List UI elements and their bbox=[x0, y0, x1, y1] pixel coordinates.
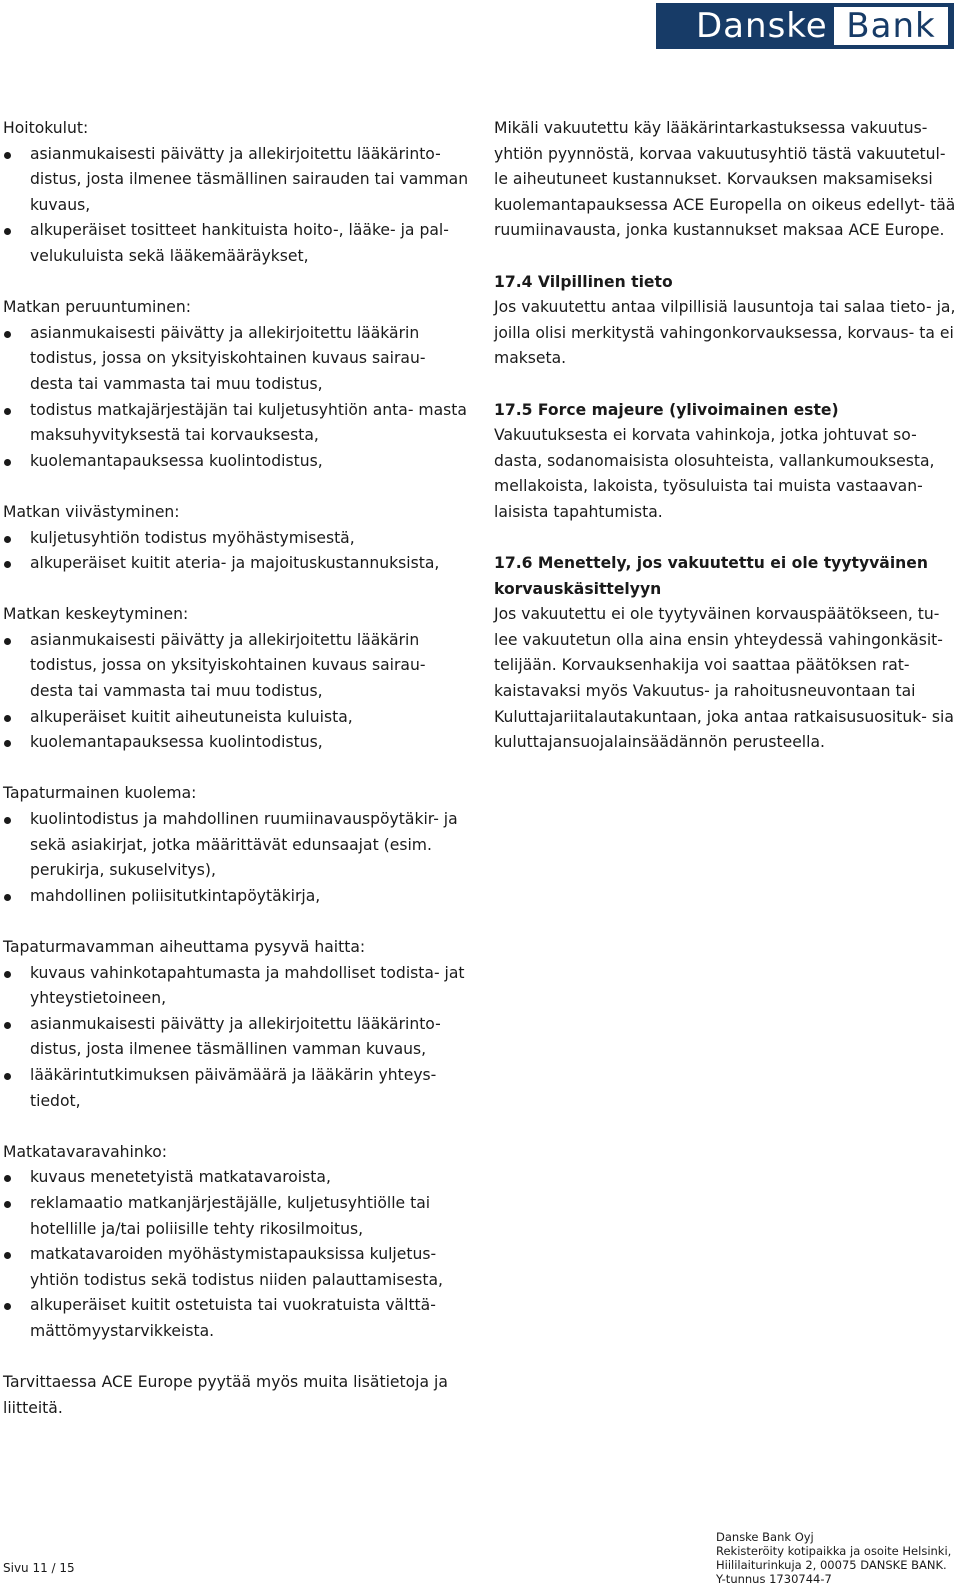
list-item: asianmukaisesti päivätty ja allekirjoitettu lääkärinto- distus, josta ilmenee täsmällinen sairauden tai vamman kuvaus, bbox=[3, 142, 473, 219]
list-item: kuolintodistus ja mahdollinen ruumiinavauspöytäkir- ja sekä asiakirjat, jotka määrittävät edunsaajat (esim. perukirja, sukuselvitys), bbox=[3, 807, 473, 884]
footer-line: Rekisteröity kotipaikka ja osoite Helsinki, bbox=[716, 1544, 952, 1558]
right-intro-paragraph: Mikäli vakuutettu käy lääkärintarkastuksessa vakuutus- yhtiön pyynnöstä, korvaa vakuutusyhtiö tästä vakuutetul- le aiheutuneet kustannukset. Korvauksen maksamiseksi kuolemantapauksessa ACE Europella on oikeus edellyt- tää ruumiinavausta, jonka kustannukset maksaa ACE Europe. bbox=[494, 119, 956, 240]
list-item: kuvaus menetetyistä matkatavaroista, bbox=[3, 1165, 473, 1191]
right-column bbox=[494, 116, 956, 781]
section-title: 17.6 Menettely, jos vakuutettu ei ole tyytyväinen korvauskäsittelyyn bbox=[494, 554, 928, 598]
list-item: asianmukaisesti päivätty ja allekirjoitettu lääkärin todistus, jossa on yksityiskohtainen kuvaus sairau- desta tai vammasta tai muu todistus, bbox=[3, 321, 473, 398]
list-item: alkuperäiset kuitit ostetuista tai vuokratuista välttä- mättömyystarvikkeista. bbox=[3, 1293, 473, 1344]
claim-section bbox=[3, 116, 473, 270]
document-list bbox=[3, 961, 473, 1115]
footer-line: Hiililaiturinkuja 2, 00075 DANSKE BANK. bbox=[716, 1558, 947, 1572]
list-item: mahdollinen poliisitutkintapöytäkirja, bbox=[3, 884, 473, 910]
left-column bbox=[3, 116, 473, 1421]
closing-paragraph: Tarvittaessa ACE Europe pyytää myös muita lisätietoja ja liitteitä. bbox=[3, 1373, 448, 1417]
list-item: todistus matkajärjestäjän tai kuljetusyhtiön anta- masta maksuhyvityksestä tai korvauksesta, bbox=[3, 398, 473, 449]
list-item: matkatavaroiden myöhästymistapauksissa kuljetus- yhtiön todistus sekä todistus niiden palauttamisesta, bbox=[3, 1242, 473, 1293]
logo-word-danske: Danske bbox=[696, 6, 828, 46]
document-list bbox=[3, 321, 473, 475]
list-item: lääkärintutkimuksen päivämäärä ja lääkärin yhteys- tiedot, bbox=[3, 1063, 473, 1114]
list-item: asianmukaisesti päivätty ja allekirjoitettu lääkärinto- distus, josta ilmenee täsmällinen vamman kuvaus, bbox=[3, 1012, 473, 1063]
page-number: Sivu 11 / 15 bbox=[3, 1561, 75, 1575]
section-heading: Matkan keskeytyminen: bbox=[3, 605, 189, 624]
document-list bbox=[3, 526, 473, 577]
list-item: alkuperäiset kuitit ateria- ja majoituskustannuksista, bbox=[3, 551, 473, 577]
section-body: Jos vakuutettu ei ole tyytyväinen korvauspäätökseen, tu- lee vakuutetun olla aina ensin yhteydessä vahingonkäsit- telijään. Korvauksenhakija voi saattaa päätöksen rat- kaistavaksi myös Vakuutus- ja rahoitusneuvontaan tai Kuluttajariitalautakuntaan, joka antaa ratkaisusuosituk- sia kuluttajansuojalainsäädännön perusteella. bbox=[494, 605, 954, 752]
claim-section bbox=[3, 781, 473, 909]
list-item: kuvaus vahinkotapahtumasta ja mahdolliset todista- jat yhteystietoineen, bbox=[3, 961, 473, 1012]
claim-section bbox=[3, 1140, 473, 1345]
section-heading: Tapaturmavamman aiheuttama pysyvä haitta: bbox=[3, 938, 366, 956]
logo-word-bank: Bank bbox=[846, 6, 936, 46]
document-list bbox=[3, 1165, 473, 1344]
right-sections bbox=[494, 270, 956, 756]
company-footer bbox=[716, 1530, 951, 1586]
section-heading: Matkatavaravahinko: bbox=[3, 1142, 168, 1161]
section-heading: Matkan peruuntuminen: bbox=[3, 298, 191, 317]
claim-section bbox=[3, 602, 473, 756]
claim-section bbox=[3, 295, 473, 474]
section-body: Vakuutuksesta ei korvata vahinkoja, jotka johtuvat so- dasta, sodanomaisista olosuhteista, vallankumouksesta, mellakoista, lakoista, työsuluista tai muista vastaavan- laisista tapahtumista. bbox=[494, 426, 935, 521]
footer-line: Danske Bank Oyj bbox=[716, 1530, 814, 1544]
list-item: asianmukaisesti päivätty ja allekirjoitettu lääkärin todistus, jossa on yksityiskohtainen kuvaus sairau- desta tai vammasta tai muu todistus, bbox=[3, 628, 473, 705]
document-list bbox=[3, 807, 473, 909]
section-body: Jos vakuutettu antaa vilpillisiä lausuntoja tai salaa tieto- ja, joilla olisi merkitystä vahingonkorvauksessa, korvaus- ta ei makseta. bbox=[494, 298, 956, 368]
logo-bank-box bbox=[834, 7, 948, 45]
list-item: alkuperäiset tositteet hankituista hoito-, lääke- ja pal- velukuluista sekä lääkemääräykset, bbox=[3, 218, 473, 269]
list-item: reklamaatio matkanjärjestäjälle, kuljetusyhtiölle tai hotellille ja/tai poliisille tehty rikosilmoitus, bbox=[3, 1191, 473, 1242]
section-heading: Matkan viivästyminen: bbox=[3, 502, 180, 521]
section-title: 17.5 Force majeure (ylivoimainen este) bbox=[494, 400, 839, 419]
claim-section bbox=[3, 500, 473, 577]
list-item: kuolemantapauksessa kuolintodistus, bbox=[3, 449, 473, 475]
danske-bank-logo bbox=[656, 3, 954, 49]
section-title: 17.4 Vilpillinen tieto bbox=[494, 272, 673, 291]
list-item: kuljetusyhtiön todistus myöhästymisestä, bbox=[3, 526, 473, 552]
list-item: kuolemantapauksessa kuolintodistus, bbox=[3, 730, 473, 756]
section-heading: Tapaturmainen kuolema: bbox=[3, 784, 197, 803]
claim-section bbox=[3, 935, 473, 1114]
footer-line: Y-tunnus 1730744-7 bbox=[716, 1572, 832, 1586]
document-list bbox=[3, 142, 473, 270]
document-list bbox=[3, 628, 473, 756]
list-item: alkuperäiset kuitit aiheutuneista kuluista, bbox=[3, 705, 473, 731]
section-heading: Hoitokulut: bbox=[3, 119, 89, 137]
